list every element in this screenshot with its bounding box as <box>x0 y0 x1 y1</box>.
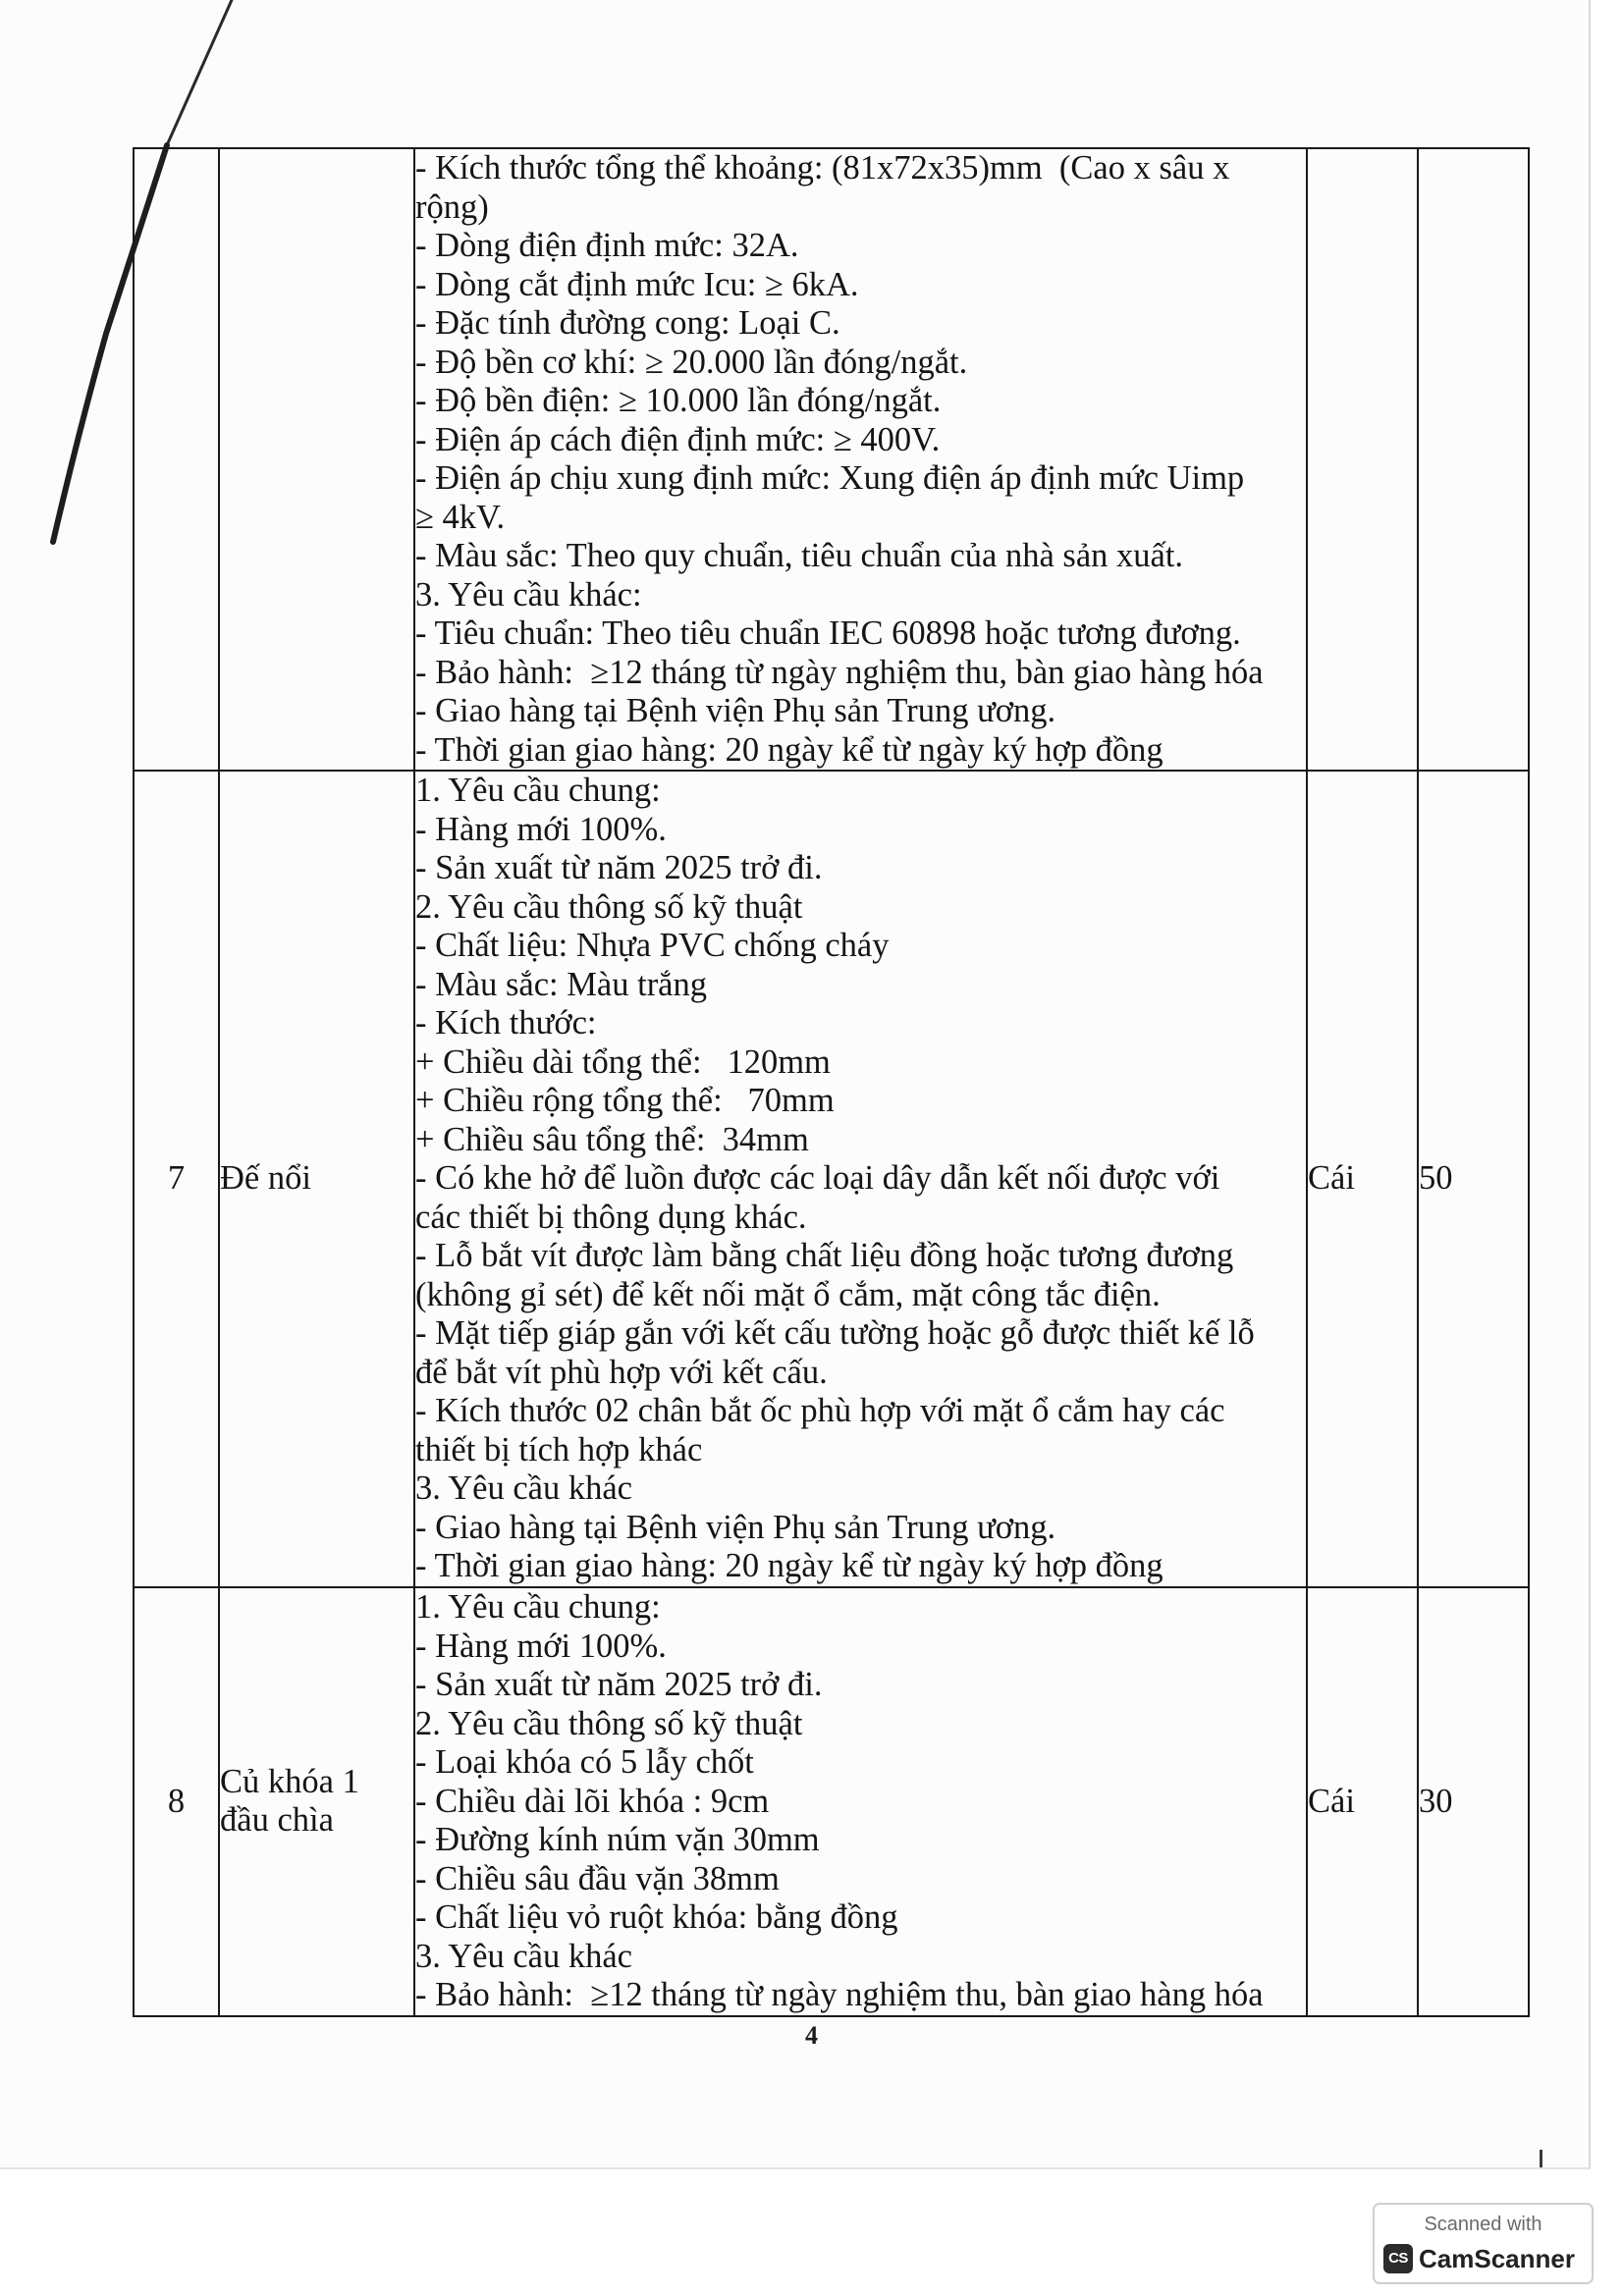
spec-line: + Chiều rộng tổng thể: 70mm <box>415 1082 835 1120</box>
spec-line: - Chất liệu: Nhựa PVC chống cháy <box>415 927 890 965</box>
quantity-cell: 50 <box>1418 771 1529 1587</box>
spec-line: 2. Yêu cầu thông số kỹ thuật <box>415 1704 803 1742</box>
spec-line: (không gỉ sét) để kết nối mặt ổ cắm, mặt công tắc điện. <box>415 1275 1161 1313</box>
spec-line: ≥ 4kV. <box>415 498 506 536</box>
spec-line: - Thời gian giao hàng: 20 ngày kể từ ngày ký hợp đồng <box>415 730 1163 769</box>
spec-cell <box>414 1587 1307 2016</box>
spec-line: - Hàng mới 100%. <box>415 1627 667 1665</box>
unit-cell <box>1307 148 1418 771</box>
spec-line: - Điện áp chịu xung định mức: Xung điện áp định mức Uimp <box>415 459 1245 497</box>
scan-mark <box>1540 2150 1542 2167</box>
spec-line: - Kích thước: <box>415 1004 597 1042</box>
spec-line: - Chiều sâu đầu vặn 38mm <box>415 1859 780 1897</box>
spec-line: - Loại khóa có 5 lẫy chốt <box>415 1743 754 1781</box>
spec-line: - Giao hàng tại Bệnh viện Phụ sản Trung ương. <box>415 1508 1056 1546</box>
badge-brand: CamScanner <box>1419 2244 1575 2273</box>
spec-line: + Chiều sâu tổng thể: 34mm <box>415 1120 809 1158</box>
camscanner-logo-icon: CS <box>1383 2244 1413 2273</box>
spec-line: - Kích thước 02 chân bắt ốc phù hợp với mặt ổ cắm hay các <box>415 1392 1225 1430</box>
spec-line: - Độ bền điện: ≥ 10.000 lần đóng/ngắt. <box>415 382 942 419</box>
spec-line: - Lỗ bắt vít được làm bằng chất liệu đồng hoặc tương đương <box>415 1237 1234 1275</box>
spec-line: - Hàng mới 100%. <box>415 810 667 848</box>
spec-line: - Bảo hành: ≥12 tháng từ ngày nghiệm thu, bàn giao hàng hóa <box>415 653 1264 691</box>
table-row <box>134 148 1529 771</box>
unit-cell: Cái <box>1307 771 1418 1587</box>
spec-line: - Dòng điện định mức: 32A. <box>415 227 799 264</box>
spec-line: thiết bị tích hợp khác <box>415 1430 703 1468</box>
spec-line: - Sản xuất từ năm 2025 trở đi. <box>415 849 823 887</box>
spec-line: - Màu sắc: Màu trắng <box>415 965 707 1003</box>
spec-line: - Kích thước tổng thể khoảng: (81x72x35)mm (Cao x sâu x <box>415 149 1230 187</box>
spec-line: - Có khe hở để luồn được các loại dây dẫn kết nối được với <box>415 1159 1220 1198</box>
spec-line: - Tiêu chuẩn: Theo tiêu chuẩn IEC 60898 hoặc tương đương. <box>415 614 1241 652</box>
badge-brand-row <box>1383 2243 1575 2274</box>
spec-line: - Thời gian giao hàng: 20 ngày kể từ ngày ký hợp đồng <box>415 1547 1163 1585</box>
quantity-cell: 30 <box>1418 1587 1529 2016</box>
stt-cell: 8 <box>134 1587 219 2016</box>
specification-table <box>133 147 1530 2017</box>
spec-line: 2. Yêu cầu thông số kỹ thuật <box>415 887 803 926</box>
spec-line: - Bảo hành: ≥12 tháng từ ngày nghiệm thu, bàn giao hàng hóa <box>415 1976 1264 2013</box>
page-number: 4 <box>805 2021 818 2050</box>
spec-line: các thiết bị thông dụng khác. <box>415 1198 807 1236</box>
stt-cell: 7 <box>134 771 219 1587</box>
spec-line: 3. Yêu cầu khác <box>415 1469 632 1508</box>
item-name: Củ khóa 1 <box>220 1762 359 1800</box>
camscanner-badge <box>1373 2203 1594 2284</box>
unit-cell: Cái <box>1307 1587 1418 2016</box>
spec-line: - Mặt tiếp giáp gắn với kết cấu tường hoặc gỗ được thiết kế lỗ <box>415 1314 1255 1353</box>
spec-line: - Sản xuất từ năm 2025 trở đi. <box>415 1666 823 1703</box>
spec-line: 1. Yêu cầu chung: <box>415 1588 661 1626</box>
spec-line: 3. Yêu cầu khác: <box>415 575 642 614</box>
item-name: đầu chìa <box>220 1801 334 1840</box>
spec-line: + Chiều dài tổng thể: 120mm <box>415 1042 831 1081</box>
spec-line: để bắt vít phù hợp với kết cấu. <box>415 1353 828 1391</box>
spec-line: rộng) <box>415 187 489 226</box>
spec-line: - Giao hàng tại Bệnh viện Phụ sản Trung ương. <box>415 692 1056 729</box>
spec-line: - Dòng cắt định mức Icu: ≥ 6kA. <box>415 265 859 303</box>
spec-line: - Độ bền cơ khí: ≥ 20.000 lần đóng/ngắt. <box>415 343 968 381</box>
spec-line: 3. Yêu cầu khác <box>415 1937 632 1975</box>
quantity-cell <box>1418 148 1529 771</box>
spec-line: - Đặc tính đường cong: Loại C. <box>415 304 840 342</box>
item-name-cell <box>219 771 414 1587</box>
item-name-cell <box>219 148 414 771</box>
badge-caption: Scanned with <box>1424 2214 1542 2235</box>
table-row <box>134 771 1529 1587</box>
spec-cell <box>414 148 1307 771</box>
spec-line: - Màu sắc: Theo quy chuẩn, tiêu chuẩn của nhà sản xuất. <box>415 537 1184 574</box>
stt-cell <box>134 148 219 771</box>
spec-cell <box>414 771 1307 1587</box>
spec-line: - Điện áp cách điện định mức: ≥ 400V. <box>415 420 941 458</box>
spec-line: - Đường kính núm vặn 30mm <box>415 1821 820 1858</box>
item-name: Đế nổi <box>220 1159 311 1198</box>
spec-line: - Chiều dài lõi khóa : 9cm <box>415 1782 770 1820</box>
item-name-cell <box>219 1587 414 2016</box>
spec-line: - Chất liệu vỏ ruột khóa: bằng đồng <box>415 1898 898 1936</box>
spec-line: 1. Yêu cầu chung: <box>415 772 661 810</box>
table-row <box>134 1587 1529 2016</box>
